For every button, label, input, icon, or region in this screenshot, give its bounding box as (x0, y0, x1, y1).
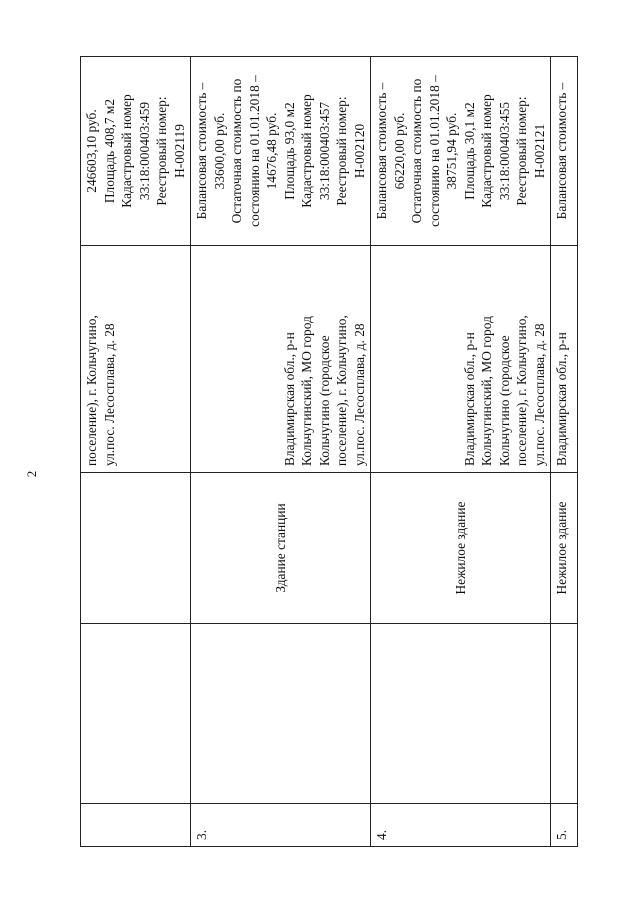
details-line: состоянию на 01.01.2018 – (426, 75, 442, 227)
details-line: Реестровый номер: (514, 96, 529, 206)
details-line: Н-002121 (531, 123, 547, 179)
details-line: 33:18:000403:455 (496, 101, 512, 201)
object-details (371, 57, 551, 246)
address-line: Кольчугино (городское (316, 335, 332, 466)
details-line: 33:18:000403:459 (136, 101, 152, 201)
details-line: Площадь 30,1 м2 (461, 102, 477, 200)
details-line: Реестровый номер: (154, 96, 169, 206)
address-line: ул.пос. Лесосплава, д. 28 (101, 323, 117, 466)
address-line: ул.пос. Лесосплава, д. 28 (351, 323, 367, 466)
address-line: Владимирская обл., р-н (461, 332, 477, 466)
details-line: Кадастровый номер (479, 94, 494, 208)
details-line: Балансовая стоимость – (374, 82, 389, 220)
details-line: 38751,94 руб. (444, 112, 459, 190)
row-number: 3. (191, 804, 371, 847)
details-line: состоянию на 01.01.2018 – (246, 75, 262, 227)
address-line: Кольчугинский, МО город (299, 316, 314, 466)
details-line: Площадь 93,0 м2 (281, 102, 297, 200)
address-line: поселение), г. Кольчугино, (334, 315, 349, 466)
empty-cell (551, 624, 578, 804)
details-line: 33600,00 руб. (211, 112, 227, 190)
row-number: 5. (551, 804, 578, 847)
details-line: 246603,10 руб. (84, 109, 99, 193)
empty-cell (81, 624, 191, 804)
row-number (81, 804, 191, 847)
page-number: 2 (24, 470, 39, 478)
address-line: ул.пос. Лесосплава, д. 28 (531, 323, 547, 466)
object-address (81, 246, 191, 473)
object-details (81, 57, 191, 246)
details-line: 66220,00 руб. (391, 112, 407, 190)
details-line: Н-002119 (171, 124, 187, 178)
object-address (371, 246, 551, 473)
empty-cell (191, 624, 371, 804)
table-row (371, 57, 551, 847)
object-details (191, 57, 371, 246)
table-row (81, 57, 191, 847)
details-line: Балансовая стоимость – (194, 82, 209, 220)
details-line: Кадастровый номер (119, 94, 134, 208)
details-line: Реестровый номер: (334, 96, 349, 206)
address-line: Владимирская обл., р-н (554, 332, 569, 466)
address-line: Кольчугинский, МО город (479, 316, 494, 466)
details-line: Н-002120 (351, 123, 367, 179)
empty-cell (371, 624, 551, 804)
table-row (191, 57, 371, 847)
details-line: Балансовая стоимость – (554, 82, 569, 220)
details-line: Остаточная стоимость по (229, 78, 244, 224)
details-line: Площадь 408,7 м2 (101, 98, 117, 204)
address-line: поселение), г. Кольчугино, (84, 315, 99, 466)
address-line: Владимирская обл., р-н (281, 332, 297, 466)
details-line: Остаточная стоимость по (409, 78, 424, 224)
details-line: Кадастровый номер (299, 94, 314, 208)
table-row (551, 57, 578, 847)
object-name: Нежилое здание (551, 473, 578, 624)
details-line: 33:18:000403:457 (316, 101, 332, 201)
details-line: 14676,48 руб. (264, 112, 279, 190)
object-details (551, 57, 578, 246)
table-body (81, 57, 578, 847)
address-line: поселение), г. Кольчугино, (514, 315, 529, 466)
row-number: 4. (371, 804, 551, 847)
property-registry-table (80, 56, 578, 847)
object-name: Нежилое здание (371, 473, 551, 624)
object-name (81, 473, 191, 624)
object-name: Здание станции (191, 473, 371, 624)
address-line: Кольчугино (городское (496, 335, 512, 466)
object-address (191, 246, 371, 473)
object-address (551, 246, 578, 473)
